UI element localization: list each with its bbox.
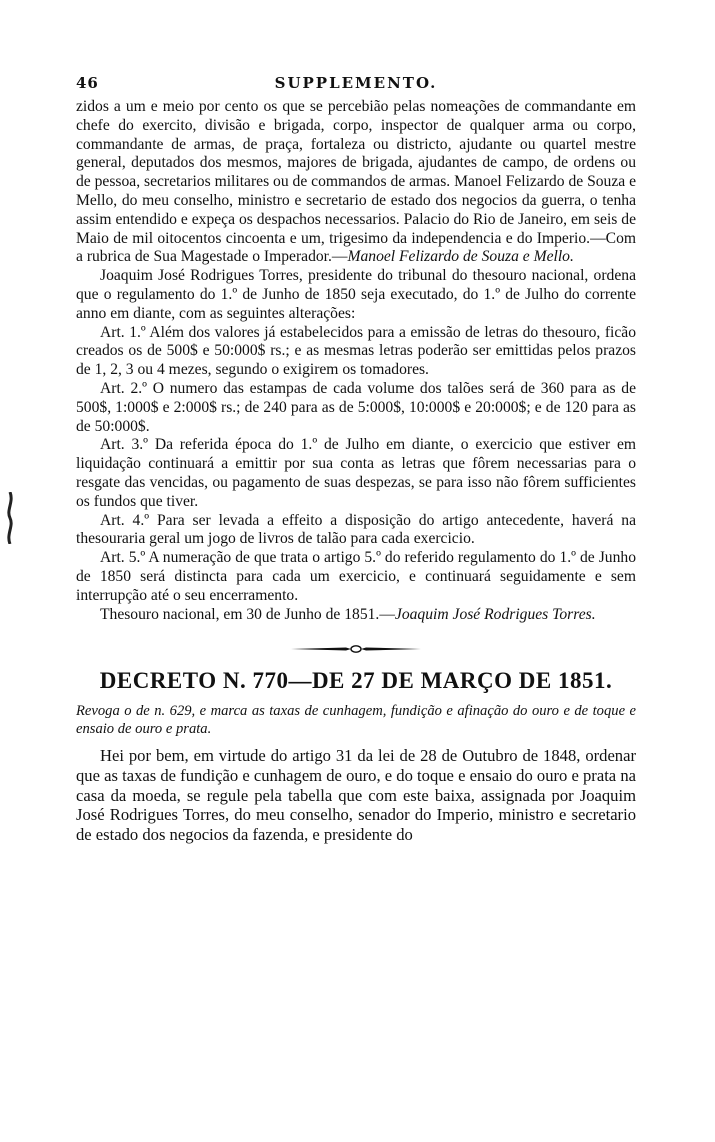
running-head (76, 74, 636, 98)
minister-signature: Manoel Felizardo de Souza e Mello. (347, 248, 574, 266)
closing-line (76, 606, 636, 625)
ordinance-intro: Joaquim José Rodrigues Torres, presidente do tribunal do thesouro nacional, ordena que o regulamento do 1.º de Junho de 1850 seja executado, do 1.º de Julho do corrente anno em diante, com as seguintes alterações: (76, 267, 636, 322)
page-number: 46 (76, 74, 99, 92)
article-3: Art. 3.º Da referida época do 1.º de Julho em diante, o exercicio que estiver em liquidação continuará a emittir por sua conta as letras que fôrem necessarias para o resgate das vencidas, ou pagamento de suas despezas, se para isso não fôrem sufficientes os fundos que tiver. (76, 436, 636, 510)
continuation-text: zidos a um e meio por cento os que se percebião pelas nomeações de commandante em chefe do exercito, divisão e brigada, corpo, inspector de qualquer arma ou corpo, commandante de armas, de praça, fortaleza ou districto, ajudante ou quartel mestre general, deputados dos mesmos, majores de brigada, ajudantes de campo, de ordens ou de pessoa, secretarios militares ou de commandos de armas. Manoel Felizardo de Souza e Mello, do meu conselho, ministro e secretario de estado dos negocios da guerra, o tenha assim entendido e expeça os despachos necessarios. Palacio do Rio de Janeiro, em seis de Maio de mil oitocentos cincoenta e um, trigesimo da independencia e do Imperio.—Com a rubrica de Sua Magestade o Imperador.— (76, 98, 636, 266)
page (76, 74, 636, 844)
binding-mark (6, 492, 14, 544)
president-signature: Joaquim José Rodrigues Torres. (394, 605, 596, 623)
running-title: SUPPLEMENTO. (274, 74, 438, 92)
article-4: Art. 4.º Para ser levada a effeito a disposição do artigo antecedente, haverá na thesouraria geral um jogo de livros de talão para cada exercicio. (76, 511, 636, 548)
article-1: Art. 1.º Além dos valores já estabelecidos para a emissão de letras do thesouro, ficão creados os de 500$ e 50:000$ rs.; e as mesmas letras poderão ser emittidas pelos prazos de 1, 2, 3 ou 4 mezes, segundo o exigirem os tomadores. (76, 323, 636, 379)
decree-heading: DECRETO N. 770—DE 27 DE MARÇO DE 1851. (99, 668, 613, 694)
continuation-paragraph (76, 98, 636, 267)
article-5: Art. 5.º A numeração de que trata o artigo 5.º do referido regulamento do 1.º de Junho de 1850 será distincta para cada um exercicio, e continuará seguidamente e sem interrupção até o seu encerramento. (76, 549, 636, 604)
previous-decree-continuation (76, 98, 636, 624)
decree-summary: Revoga o de n. 629, e marca as taxas de cunhagem, fundição e afinação do ouro e de toque e ensaio de ouro e prata. (76, 703, 636, 738)
decree-body: Hei por bem, em virtude do artigo 31 da lei de 28 de Outubro de 1848, ordenar que as taxas de fundição e cunhagem de ouro, e do toque e ensaio do ouro e prata na casa da moeda, se regule pela tabella que com este baixa, assignada por Joaquim José Rodrigues Torres, do meu conselho, senador do Imperio, ministro e secretario de estado dos negocios da fazenda, e presidente do (76, 746, 636, 844)
article-2: Art. 2.º O numero das estampas de cada volume dos talões será de 360 para as de 500$, 1:000$ e 2:000$ rs.; de 240 para as de 5:000$, 10:000$ e 20:000$; e de 120 para as de 50:000$. (76, 379, 636, 435)
closing-text: Thesouro nacional, em 30 de Junho de 1851.— (100, 605, 395, 623)
ornamental-divider (291, 644, 421, 654)
